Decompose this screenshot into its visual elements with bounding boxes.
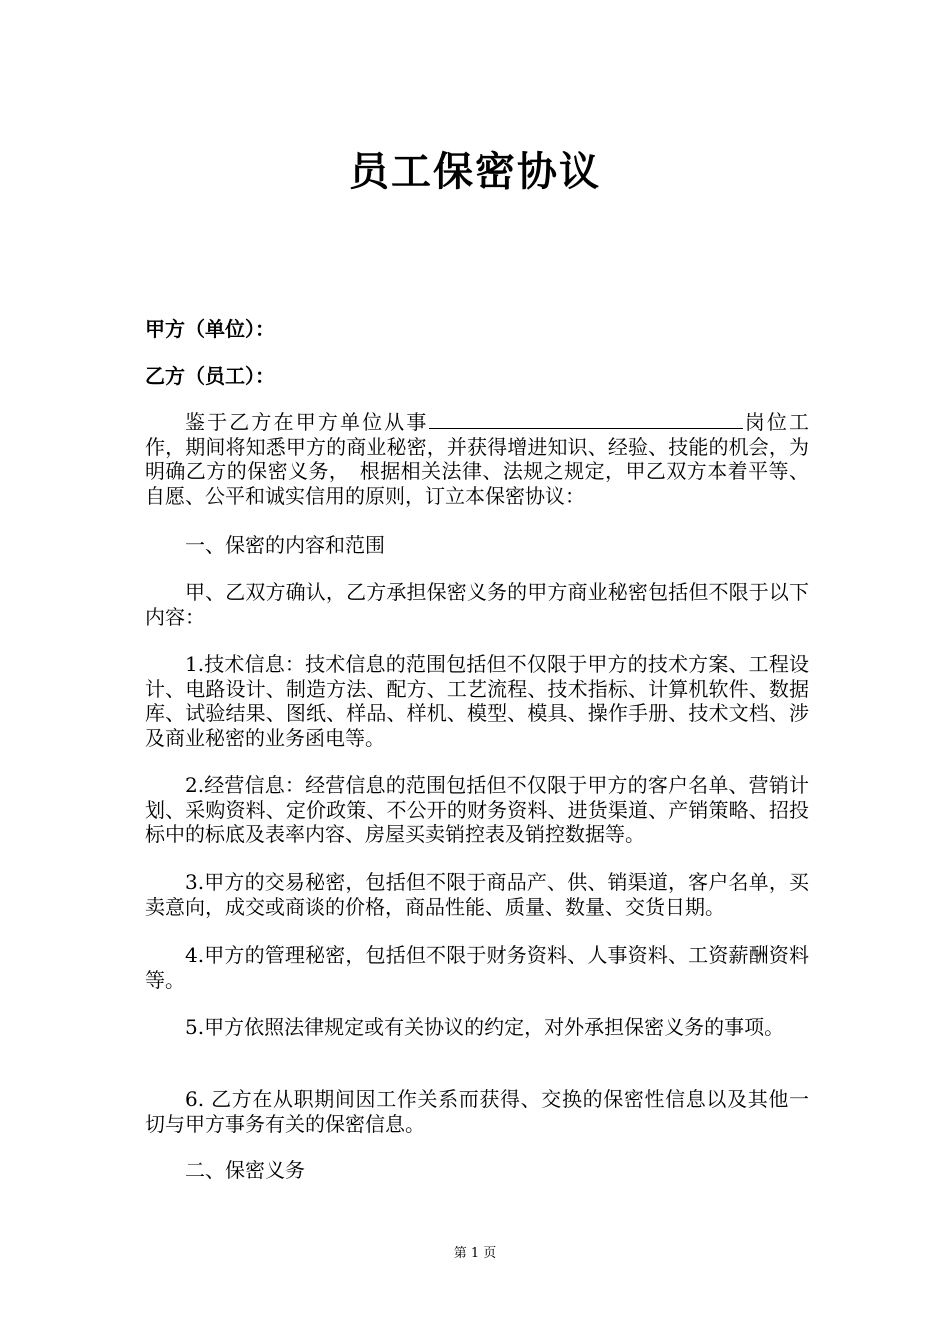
list-item-legal-obligations: 5.甲方依照法律规定或有关协议的约定，对外承担保密义务的事项。 bbox=[185, 1015, 785, 1039]
list-item-technical-info: 1.技术信息：技术信息的范围包括但不仅限于甲方的技术方案、工程设计、电路设计、制造方法、配方、工艺流程、技术指标、计算机软件、数据库、试验结果、图纸、样品、样机、模型、模具、操作手册、技术文档、涉及商业秘密的业务函电等。 bbox=[145, 652, 809, 750]
preamble-text-end: 岗位工作，期间将知悉甲方的商业秘密，并获得增进知识、经验、技能的机会，为明确乙方的保密义务， 根据相关法律、法规之规定，甲乙双方本着平等、自愿、公平和诚实信用的原则，订立本保密协议： bbox=[145, 410, 810, 508]
list-item-other-info: 6. 乙方在从职期间因工作关系而获得、交换的保密性信息以及其他一切与甲方事务有关的保密信息。 bbox=[145, 1087, 809, 1136]
party-a-label: 甲方（单位）： bbox=[145, 317, 275, 341]
section-1-intro: 甲、乙双方确认，乙方承担保密义务的甲方商业秘密包括但不限于以下内容： bbox=[145, 580, 809, 629]
list-item-business-info: 2.经营信息：经营信息的范围包括但不仅限于甲方的客户名单、营销计划、采购资料、定价政策、不公开的财务资料、进货渠道、产销策略、招投标中的标底及表率内容、房屋买卖销控表及销控数据等。 bbox=[145, 773, 809, 846]
party-b-label: 乙方（员工）： bbox=[145, 364, 275, 388]
document-title: 员工保密协议 bbox=[349, 149, 601, 195]
list-item-trade-secrets: 3.甲方的交易秘密，包括但不限于商品产、供、销渠道，客户名单，买卖意向，成交或商谈的价格，商品性能、质量、数量、交货日期。 bbox=[145, 870, 809, 919]
section-2-heading: 二、保密义务 bbox=[185, 1158, 305, 1182]
preamble-text-start: 鉴于乙方在甲方单位从事 bbox=[185, 410, 429, 434]
list-item-management-secrets: 4.甲方的管理秘密，包括但不限于财务资料、人事资料、工资薪酬资料等。 bbox=[145, 943, 809, 992]
page-number-footer: 第 1 页 bbox=[453, 1246, 497, 1261]
position-blank-line bbox=[429, 410, 743, 429]
section-1-heading: 一、保密的内容和范围 bbox=[185, 533, 385, 557]
preamble-paragraph bbox=[145, 410, 809, 508]
